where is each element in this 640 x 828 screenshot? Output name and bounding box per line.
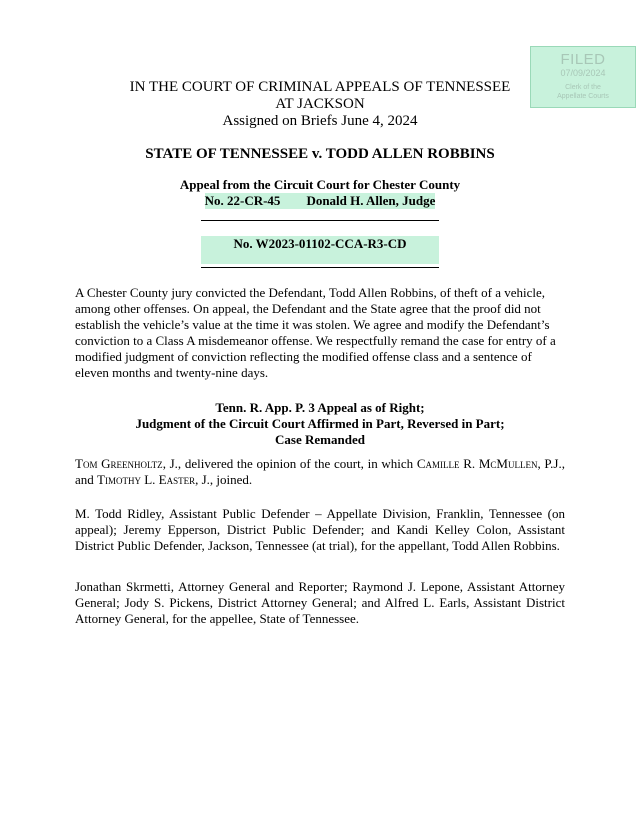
- trial-judge: Donald H. Allen, Judge: [306, 193, 436, 208]
- case-summary: A Chester County jury convicted the Defendant, Todd Allen Robbins, of theft of a vehicle, among other offenses. On appeal, the Defendant and the State agree that the proof did not establish the vehicle’s value at the time it was stolen. We agree and modify the Defendant’s conviction to a Class A misdemeanor offense. We respectfully remand the case for entry of a modified judgment of conviction reflecting the modified offense class and a sentence of eleven months and twenty-nine days.: [75, 285, 556, 380]
- filed-stamp-clerk: Clerk of the Appellate Courts: [557, 84, 609, 100]
- divider-rule-2: [201, 267, 439, 268]
- court-heading: [0, 79, 640, 113]
- disposition-block: [0, 400, 640, 448]
- disposition-line-2: Judgment of the Circuit Court Affirmed in Part, Reversed in Part;: [135, 416, 505, 431]
- case-caption: STATE OF TENNESSEE v. TODD ALLEN ROBBINS: [145, 146, 495, 162]
- appellee-counsel: Jonathan Skrmetti, Attorney General and Reporter; Raymond J. Lepone, Assistant Attorney General; Jody S. Pickens, District Attorney General; and Alfred L. Earls, Assistant District Attorney General, for the appellee, State of Tennessee.: [75, 579, 565, 626]
- opinion-joiner-1: Camille R. McMullen: [416, 456, 538, 471]
- appeal-from-court: Appeal from the Circuit Court for Chester County: [179, 177, 461, 192]
- filed-stamp-date: 07/09/2024: [560, 68, 606, 78]
- appeal-from-block: [0, 177, 640, 209]
- divider-rule-1: [201, 220, 439, 221]
- docket-block: [0, 236, 640, 264]
- opinion-author: Tom Greenholtz: [75, 456, 163, 471]
- disposition-line-1: Tenn. R. App. P. 3 Appeal as of Right;: [215, 400, 425, 415]
- opinion-authorship: Tom Greenholtz, J., delivered the opinion of the court, in which Camille R. McMullen, P.J., and Timothy L. Easter, J., joined.: [75, 456, 565, 487]
- court-name: IN THE COURT OF CRIMINAL APPEALS OF TENNESSEE: [129, 79, 511, 95]
- docket-number: No. W2023-01102-CCA-R3-CD: [201, 236, 439, 252]
- disposition-line-3: Case Remanded: [275, 432, 365, 447]
- court-location: AT JACKSON: [275, 96, 365, 112]
- opinion-joiner-2: Timothy L. Easter: [97, 472, 196, 487]
- assigned-date: Assigned on Briefs June 4, 2024: [222, 113, 418, 129]
- filed-stamp-label: FILED: [560, 51, 606, 68]
- trial-case-number: No. 22-CR-45: [204, 193, 281, 208]
- docket-highlight: [201, 252, 439, 264]
- trial-case-row: [205, 193, 436, 209]
- appellant-counsel: M. Todd Ridley, Assistant Public Defender – Appellate Division, Franklin, Tennessee (on appeal); Jeremy Epperson, District Public Defender; and Kandi Kelley Colon, Assistant District Public Defender, Jackson, Tennessee (at trial), for the appellant, Todd Allen Robbins.: [75, 506, 565, 553]
